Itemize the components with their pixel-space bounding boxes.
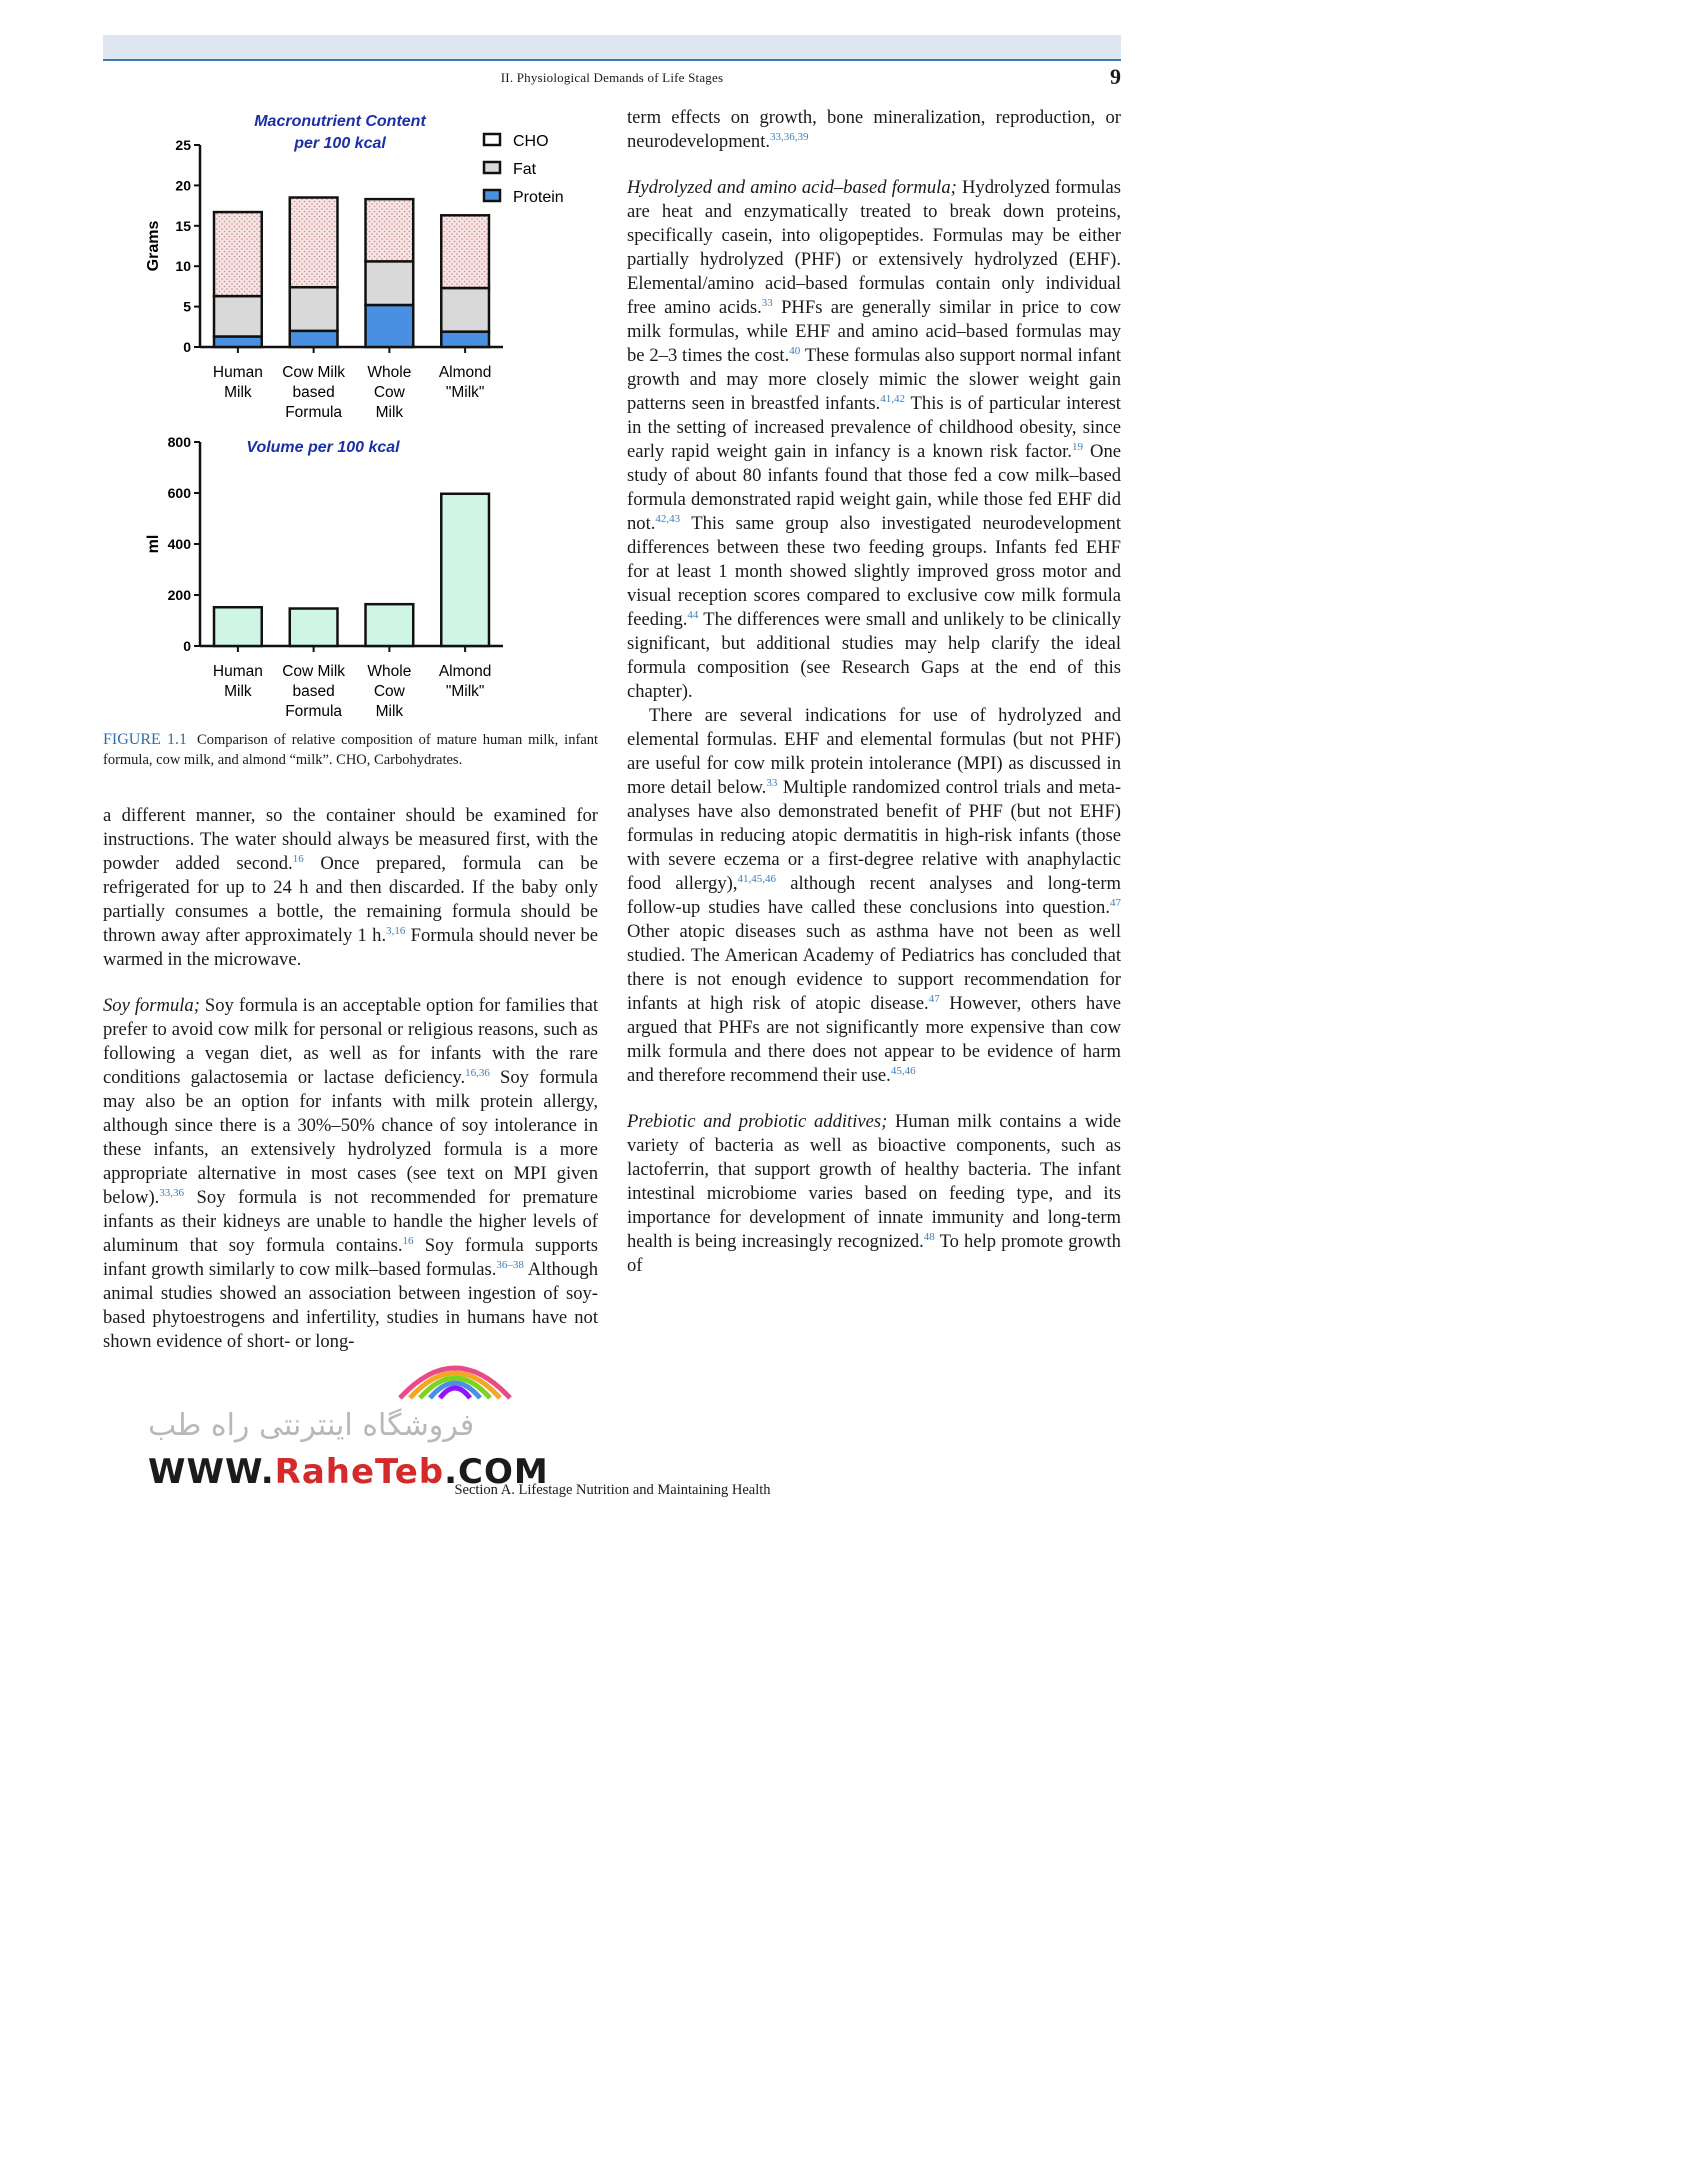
x-tick-label: Milk bbox=[224, 683, 252, 700]
volume-chart bbox=[145, 434, 503, 720]
citation[interactable]: 19 bbox=[1071, 440, 1083, 453]
x-tick-label: Milk bbox=[375, 703, 404, 720]
x-tick-label: Almond bbox=[438, 364, 492, 381]
chart-title: Volume per 100 kcal bbox=[246, 439, 400, 456]
y-tick-label: 15 bbox=[175, 217, 191, 234]
running-header bbox=[103, 64, 1121, 92]
legend-label-protein: Protein bbox=[513, 189, 564, 206]
citation[interactable]: 3,16 bbox=[386, 924, 406, 937]
x-tick-label: Whole bbox=[367, 663, 412, 680]
macronutrient-chart bbox=[145, 113, 564, 421]
watermark-logo bbox=[390, 1338, 520, 1408]
bar-segment-fat bbox=[290, 287, 338, 331]
y-tick-label: 600 bbox=[167, 485, 191, 501]
y-axis-label: Grams bbox=[145, 220, 162, 272]
x-tick-label: Formula bbox=[285, 404, 343, 421]
citation[interactable]: 16,36 bbox=[465, 1066, 490, 1079]
x-tick-label: Formula bbox=[285, 703, 343, 720]
y-tick-label: 5 bbox=[183, 298, 191, 315]
citation[interactable]: 42,43 bbox=[655, 512, 681, 525]
chart-title: per 100 kcal bbox=[294, 135, 386, 152]
right-column bbox=[627, 106, 1121, 1278]
chart-title: Macronutrient Content bbox=[254, 113, 426, 130]
citation[interactable]: 45,46 bbox=[890, 1064, 916, 1077]
y-tick-label: 25 bbox=[175, 137, 191, 153]
figure-charts bbox=[103, 100, 598, 725]
bar-segment-protein bbox=[290, 331, 338, 347]
running-title: II. Physiological Demands of Life Stages bbox=[500, 70, 724, 85]
bar bbox=[441, 494, 489, 646]
left-column bbox=[103, 804, 598, 1354]
bar-segment-cho bbox=[290, 198, 338, 288]
bar bbox=[366, 604, 414, 646]
y-tick-label: 0 bbox=[183, 339, 191, 355]
x-tick-label: "Milk" bbox=[445, 683, 485, 700]
right-paragraph-3: There are several indications for use of hydrolyzed and elemental formulas. EHF and elemental formulas (but not PHF) are useful for cow milk protein intolerance (MPI) as discussed in more detail below.$^{33}$ Multiple randomized control trials and meta-analyses have also demonstrated benefit of PHF (but not EHF) formulas in reducing atopic dermatitis in high-risk infants (those with severe eczema or a first-degree relative with anaphylactic food allergy),$^{41,45,46}$ although recent analyses and long-term follow-up studies have called these conclusions into question.$^{47}$ Other atopic diseases such as asthma have not been as well studied. The American Academy of Pediatrics has concluded that there is not enough evidence to support recommendation for infants at high risk of atopic disease.$^{47}$ However, others have argued that PHFs are not significantly more expensive than cow milk formula and there does not appear to be evidence of harm and therefore recommend their use.$^{45,46}$ bbox=[627, 705, 1122, 1086]
right-paragraph-4: Prebiotic and probiotic additives; Human milk contains a wide variety of bacteria as well as bioactive components, such as lactoferrin, that support growth of healthy bacteria. The infant intestinal microbiome varies based on feeding type, and its importance for development of innate immunity and long-term health is being increasingly recognized.$^{48}$ To help promote growth of bbox=[627, 1111, 1121, 1276]
figure-caption-text: Comparison of relative composition of mature human milk, infant formula, cow milk, and almond “milk”. CHO, Carbohydrates. bbox=[103, 732, 598, 768]
left-paragraph-1: a different manner, so the container should be examined for instructions. The water should always be measured first, with the powder added second.$^{16}$ Once prepared, formula can be refrigerated for up to 24 h and then discarded. If the baby only partially consumes a bottle, the remaining formula should be thrown away after approximately 1 h.$^{3,16}$ Formula should never be warmed in the microwave. bbox=[103, 805, 598, 970]
legend-swatch-protein bbox=[484, 190, 500, 201]
header-band bbox=[103, 35, 1121, 61]
x-tick-label: Milk bbox=[224, 384, 252, 401]
right-paragraph-1: term effects on growth, bone mineralization, reproduction, or neurodevelopment.$^{33,36,39}$ bbox=[627, 107, 1121, 152]
citation[interactable]: 33 bbox=[761, 296, 773, 309]
citation[interactable]: 44 bbox=[687, 608, 699, 621]
x-tick-label: based bbox=[292, 683, 335, 700]
x-tick-label: Milk bbox=[375, 404, 404, 421]
x-tick-label: "Milk" bbox=[445, 384, 485, 401]
citation[interactable]: 36–38 bbox=[496, 1258, 524, 1271]
bar-segment-cho bbox=[214, 212, 262, 296]
right-paragraph-2: Hydrolyzed and amino acid–based formula; Hydrolyzed formulas are heat and enzymatically treated to break down proteins, specifically casein, into oligopeptides. Formulas may be either partially hydrolyzed (PHF) or extensively hydrolyzed (EHF). Elemental/amino acid–based formulas contain only individual free amino acids.$^{33}$ PHFs are generally similar in price to cow milk formulas, while EHF and amino acid–based formulas may be 2–3 times the cost.$^{40}$ These formulas also support normal infant growth and may more closely mimic the slower weight gain patterns seen in breastfed infants.$^{41,42}$ This is of particular interest in the setting of increased prevalence of childhood obesity, since early rapid weight gain in infancy is a known risk factor.$^{19}$ One study of about 80 infants found that those fed a cow milk–based formula demonstrated rapid weight gain, while those fed EHF did not.$^{42,43}$ This same group also investigated neurodevelopment differences between these two feeding groups. Infants fed EHF for at least 1 month showed slightly improved gross motor and visual reception scores compared to exclusive cow milk formula feeding.$^{44}$ The differences were small and unlikely to be clinically significant, but additional studies may help clarify the ideal formula composition (see Research Gaps at the end of this chapter). bbox=[627, 177, 1122, 702]
y-tick-label: 400 bbox=[167, 536, 191, 552]
y-axis-label: ml bbox=[145, 534, 162, 554]
citation[interactable]: 47 bbox=[928, 992, 940, 1005]
citation[interactable]: 40 bbox=[789, 344, 801, 357]
citation[interactable]: 16 bbox=[292, 852, 304, 865]
citation[interactable]: 33,36,39 bbox=[770, 130, 809, 143]
bar bbox=[290, 609, 338, 646]
paragraph-lead: Hydrolyzed and amino acid–based formula; bbox=[627, 177, 957, 198]
paragraph-lead: Prebiotic and probiotic additives; bbox=[627, 1111, 888, 1132]
watermark-url[interactable]: WWW.RaheTeb.COM bbox=[148, 1452, 549, 1492]
y-tick-label: 10 bbox=[175, 258, 191, 275]
bar-segment-fat bbox=[214, 296, 262, 336]
citation[interactable]: 41,45,46 bbox=[737, 872, 776, 885]
x-tick-label: Human bbox=[212, 364, 263, 381]
citation[interactable]: 16 bbox=[402, 1234, 414, 1247]
paragraph-lead: Soy formula; bbox=[103, 995, 200, 1016]
x-tick-label: Cow Milk bbox=[282, 364, 346, 381]
bar-segment-cho bbox=[366, 199, 414, 261]
legend-label-fat: Fat bbox=[513, 161, 537, 178]
figure-caption bbox=[103, 730, 598, 770]
y-tick-label: 20 bbox=[175, 177, 191, 194]
left-paragraph-2: Soy formula; Soy formula is an acceptable option for families that prefer to avoid cow milk for personal or religious reasons, such as following a vegan diet, as well as for infants with the rare conditions galactosemia or lactase deficiency.$^{16,36}$ Soy formula may also be an option for infants with milk protein allergy, although since there is a 30%–50% chance of soy intolerance in these infants, an extensively hydrolyzed formula is a more appropriate alternative in most cases (see text on MPI given below).$^{33,36}$ Soy formula is not recommended for premature infants as their kidneys are unable to handle the higher levels of aluminum that soy formula contains.$^{16}$ Soy formula supports infant growth similarly to cow milk–based formulas.$^{36-38}$ Although animal studies showed an association between ingestion of soy-based phytoestrogens and infertility, studies in humans have not shown evidence of short- or long- bbox=[103, 995, 599, 1352]
bar-segment-fat bbox=[366, 261, 414, 305]
figure-label: FIGURE 1.1 bbox=[103, 731, 188, 748]
x-tick-label: Almond bbox=[438, 663, 492, 680]
bar-segment-cho bbox=[441, 215, 489, 288]
citation[interactable]: 47 bbox=[1110, 896, 1121, 909]
y-tick-label: 800 bbox=[167, 434, 191, 450]
citation[interactable]: 48 bbox=[923, 1230, 935, 1243]
bar-segment-fat bbox=[441, 288, 489, 332]
x-tick-label: Cow Milk bbox=[282, 663, 346, 680]
citation[interactable]: 33 bbox=[766, 776, 778, 789]
citation[interactable]: 41,42 bbox=[880, 392, 906, 405]
x-tick-label: Cow bbox=[373, 683, 405, 700]
x-tick-label: Cow bbox=[373, 384, 405, 401]
bar-segment-protein bbox=[214, 336, 262, 347]
legend-label-cho: CHO bbox=[513, 133, 549, 150]
y-tick-label: 0 bbox=[183, 638, 191, 654]
x-tick-label: based bbox=[292, 384, 335, 401]
y-tick-label: 200 bbox=[167, 587, 191, 603]
bar-segment-protein bbox=[366, 305, 414, 347]
watermark-persian: فروشگاه اینترنتی راه طب bbox=[148, 1408, 475, 1443]
legend-swatch-fat bbox=[484, 162, 500, 173]
citation[interactable]: 33,36 bbox=[159, 1186, 185, 1199]
x-tick-label: Whole bbox=[367, 364, 412, 381]
page-footer: Section A. Lifestage Nutrition and Maintaining Health bbox=[454, 1482, 771, 1498]
bar-segment-protein bbox=[441, 332, 489, 347]
bar bbox=[214, 607, 262, 646]
x-tick-label: Human bbox=[212, 663, 263, 680]
legend-swatch-cho bbox=[484, 134, 500, 145]
page-number: 9 bbox=[1110, 64, 1121, 89]
